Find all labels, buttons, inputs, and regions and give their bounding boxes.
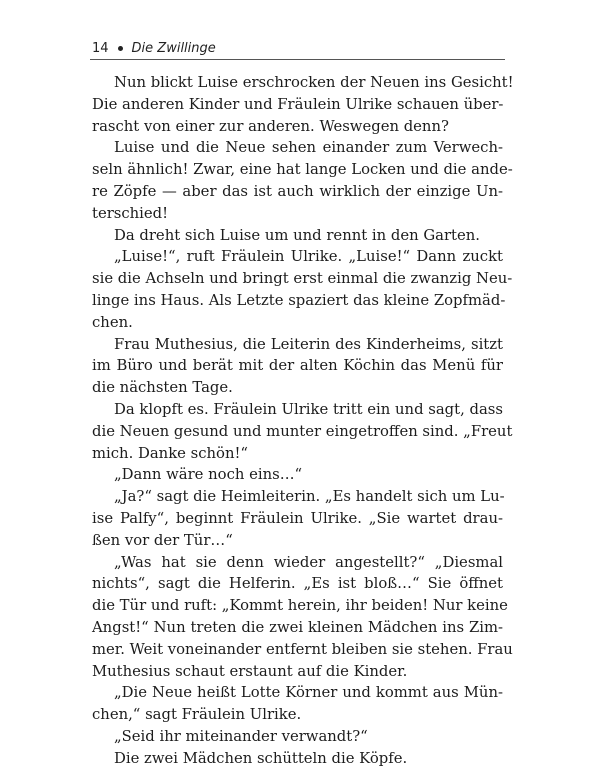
text-line: chen. — [92, 313, 133, 331]
text-line: mer. Weit voneinander entfernt bleiben sie stehen. Frau — [92, 640, 513, 658]
text-line: im Büro und berät mit der alten Köchin das Menü für — [92, 357, 503, 375]
text-line: „Dann wäre noch eins…“ — [114, 466, 303, 484]
text-line: ise Palfy“, beginnt Fräulein Ulrike. „Sie wartet drau- — [92, 509, 503, 527]
text-line: Die zwei Mädchen schütteln die Köpfe. — [114, 749, 408, 767]
body-text — [92, 72, 514, 770]
book-title: Die Zwillinge — [131, 40, 216, 56]
text-line: Luise und die Neue sehen einander zum Verwech- — [114, 139, 503, 157]
page-number: 14 — [92, 40, 109, 56]
text-line: linge ins Haus. Als Letzte spaziert das kleine Zopfmäd- — [92, 291, 506, 309]
text-line: Muthesius schaut erstaunt auf die Kinder. — [92, 662, 408, 680]
text-line: die Tür und ruft: „Kommt herein, ihr beiden! Nur keine — [92, 597, 508, 615]
text-line: Frau Muthesius, die Leiterin des Kinderheims, sitzt — [114, 335, 503, 353]
text-line: seln ähnlich! Zwar, eine hat lange Locken und die ande- — [92, 161, 513, 179]
text-line: die nächsten Tage. — [92, 379, 233, 397]
bullet-separator — [118, 46, 123, 51]
text-line: re Zöpfe — aber das ist auch wirklich der einzige Un- — [92, 182, 503, 200]
text-line: terschied! — [92, 204, 169, 222]
running-head — [92, 36, 502, 60]
text-line: Die anderen Kinder und Fräulein Ulrike schauen über- — [92, 95, 504, 113]
text-line: chen,“ sagt Fräulein Ulrike. — [92, 706, 302, 724]
text-line: nichts“, sagt die Helferin. „Es ist bloß…“ Sie öffnet — [92, 575, 503, 593]
text-line: ßen vor der Tür…“ — [92, 531, 233, 549]
text-line: Da dreht sich Luise um und rennt in den Garten. — [114, 226, 480, 244]
text-line: die Neuen gesund und munter eingetroffen sind. „Freut — [92, 422, 513, 440]
text-line: sie die Achseln und bringt erst einmal die zwanzig Neu- — [92, 270, 513, 288]
text-line: Nun blickt Luise erschrocken der Neuen ins Gesicht! — [114, 74, 514, 91]
text-line: Da klopft es. Fräulein Ulrike tritt ein und sagt, dass — [114, 400, 503, 418]
text-line: „Seid ihr miteinander verwandt?“ — [114, 727, 368, 745]
text-line: „Luise!“, ruft Fräulein Ulrike. „Luise!“ Dann zuckt — [114, 248, 503, 266]
text-line: „Was hat sie denn wieder angestellt?“ „Diesmal — [114, 553, 503, 571]
header-rule — [90, 59, 505, 60]
text-line: rascht von einer zur anderen. Weswegen denn? — [92, 117, 449, 135]
text-line: „Ja?“ sagt die Heimleiterin. „Es handelt sich um Lu- — [114, 488, 505, 506]
text-line: „Die Neue heißt Lotte Körner und kommt aus Mün- — [114, 684, 503, 702]
text-line: mich. Danke schön!“ — [92, 444, 248, 462]
text-line: Angst!“ Nun treten die zwei kleinen Mädchen ins Zim- — [92, 618, 503, 636]
